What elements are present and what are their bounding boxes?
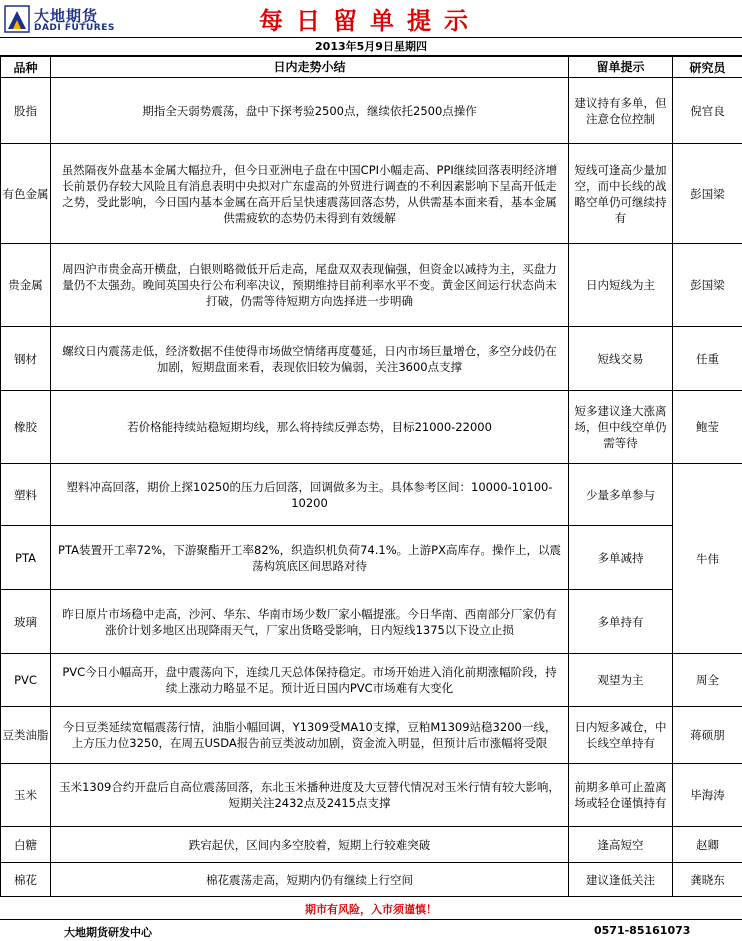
summary-cell: 今日豆类延续宽幅震荡行情，油脂小幅回调，Y1309受MA10支撑，豆粕M1309站稳3200一线，上方压力位3250，在周五USDA报告前豆类波动加剧，资金流入明显，但预计后市涨幅将受限 bbox=[51, 707, 569, 764]
summary-cell: 若价格能持续站稳短期均线，那么将持续反弹态势，目标21000-22000 bbox=[51, 391, 569, 464]
summary-cell: 期指全天弱势震荡，盘中下探考验2500点，继续依托2500点操作 bbox=[51, 78, 569, 144]
page-title: 每日留单提示 bbox=[259, 7, 481, 35]
variety-cell: 豆类油脂 bbox=[1, 707, 51, 764]
table-body bbox=[1, 78, 742, 897]
research-center: 大地期货研发中心 bbox=[64, 926, 152, 939]
summary-cell: 螺纹日内震荡走低，经济数据不佳使得市场做空情绪再度蔓延，日内市场巨量增仓，多空分歧仍在加剧，短期盘面来看，表现依旧较为偏弱，关注3600点支撑 bbox=[51, 327, 569, 391]
table-row bbox=[1, 391, 742, 464]
summary-cell: 虽然隔夜外盘基本金属大幅拉升，但今日亚洲电子盘在中国CPI小幅走高、PPI继续回落表明经济增长前景仍存较大风险且有消息表明中央拟对广东虚高的外贸进行调查的不利因素影响下呈高开低走之势，受此影响，今日国内基本金属在高开后呈快速震荡回落态势，从供需基本面来看，基本金属供需疲软的态势仍未得到有效缓解 bbox=[51, 144, 569, 244]
tip-cell: 建议持有多单，但注意仓位控制 bbox=[569, 78, 673, 144]
table-row bbox=[1, 327, 742, 391]
summary-cell: PTA装置开工率72%，下游聚酯开工率82%，织造织机负荷74.1%。上游PX高库存。操作上，以震荡构筑底区间思路对待 bbox=[51, 526, 569, 590]
report-date: 2013年5月9日星期四 bbox=[0, 38, 742, 56]
table-header-row bbox=[1, 57, 742, 78]
table-row bbox=[1, 764, 742, 827]
col-header-researcher: 研究员 bbox=[673, 57, 742, 78]
logo-en: DADI FUTURES bbox=[34, 23, 115, 33]
summary-cell: PVC今日小幅高开，盘中震荡向下，连续几天总体保持稳定。市场开始进入消化前期涨幅阶段，持续上涨动力略显不足。预计近日国内PVC市场难有大变化 bbox=[51, 654, 569, 707]
tip-cell: 日内短线为主 bbox=[569, 244, 673, 327]
variety-cell: 有色金属 bbox=[1, 144, 51, 244]
table-row bbox=[1, 526, 742, 590]
tip-cell: 逢高短空 bbox=[569, 827, 673, 863]
summary-cell: 玉米1309合约开盘后自高位震荡回落，东北玉米播种进度及大豆替代情况对玉米行情有较大影响，短期关注2432点及2415点支撑 bbox=[51, 764, 569, 827]
summary-cell: 昨日原片市场稳中走高，沙河、华东、华南市场少数厂家小幅提涨。今日华南、西南部分厂家仍有涨价计划多地区出现降雨天气，厂家出货略受影响，日内短线1375以下设立止损 bbox=[51, 590, 569, 654]
researcher-cell: 彭国梁 bbox=[673, 244, 742, 327]
tip-cell: 多单持有 bbox=[569, 590, 673, 654]
variety-cell: 股指 bbox=[1, 78, 51, 144]
researcher-cell: 周全 bbox=[673, 654, 742, 707]
table-row bbox=[1, 707, 742, 764]
researcher-cell: 蒋硕朋 bbox=[673, 707, 742, 764]
variety-cell: 钢材 bbox=[1, 327, 51, 391]
researcher-cell: 鲍莹 bbox=[673, 391, 742, 464]
table-row bbox=[1, 78, 742, 144]
researcher-cell: 任重 bbox=[673, 327, 742, 391]
table-row bbox=[1, 464, 742, 526]
variety-cell: PVC bbox=[1, 654, 51, 707]
tip-cell: 前期多单可止盈离场或轻仓谨慎持有 bbox=[569, 764, 673, 827]
summary-cell: 塑料冲高回落，期价上探10250的压力后回落，回调做多为主。具体参考区间：10000-10100-10200 bbox=[51, 464, 569, 526]
researcher-cell: 赵卿 bbox=[673, 827, 742, 863]
variety-cell: PTA bbox=[1, 526, 51, 590]
risk-warning: 期市有风险，入市须谨慎！ bbox=[0, 900, 742, 920]
researcher-cell: 牛伟 bbox=[673, 464, 742, 654]
logo-mark-icon bbox=[4, 5, 30, 33]
tip-cell: 短线交易 bbox=[569, 327, 673, 391]
logo-cn: 大地期货 bbox=[34, 7, 99, 25]
summary-cell: 棉花震荡走高，短期内仍有继续上行空间 bbox=[51, 863, 569, 897]
col-header-variety: 品种 bbox=[1, 57, 51, 78]
table-row bbox=[1, 827, 742, 863]
variety-cell: 白糖 bbox=[1, 827, 51, 863]
variety-cell: 塑料 bbox=[1, 464, 51, 526]
table-row bbox=[1, 144, 742, 244]
footer bbox=[0, 920, 742, 941]
variety-cell: 橡胶 bbox=[1, 391, 51, 464]
company-logo bbox=[2, 2, 130, 36]
table-row bbox=[1, 863, 742, 897]
phone-number: 0571-85161073 bbox=[594, 924, 691, 937]
researcher-cell: 毕海涛 bbox=[673, 764, 742, 827]
variety-cell: 玻璃 bbox=[1, 590, 51, 654]
tip-cell: 少量多单参与 bbox=[569, 464, 673, 526]
tip-cell: 短线可逢高少量加空，而中长线的战略空单仍可继续持有 bbox=[569, 144, 673, 244]
table-row bbox=[1, 244, 742, 327]
tip-cell: 观望为主 bbox=[569, 654, 673, 707]
tip-cell: 日内短多减仓，中长线空单持有 bbox=[569, 707, 673, 764]
researcher-cell: 彭国梁 bbox=[673, 144, 742, 244]
variety-cell: 玉米 bbox=[1, 764, 51, 827]
col-header-tip: 留单提示 bbox=[569, 57, 673, 78]
table-row bbox=[1, 590, 742, 654]
report-header bbox=[0, 0, 742, 38]
tip-cell: 短多建议逢大涨离场，但中线空单仍需等待 bbox=[569, 391, 673, 464]
tip-cell: 多单减持 bbox=[569, 526, 673, 590]
tips-table bbox=[0, 56, 742, 897]
summary-cell: 跌宕起伏，区间内多空胶着，短期上行较难突破 bbox=[51, 827, 569, 863]
variety-cell: 贵金属 bbox=[1, 244, 51, 327]
researcher-cell: 倪官良 bbox=[673, 78, 742, 144]
variety-cell: 棉花 bbox=[1, 863, 51, 897]
researcher-cell: 龚晓东 bbox=[673, 863, 742, 897]
tip-cell: 建议逢低关注 bbox=[569, 863, 673, 897]
summary-cell: 周四沪市贵金高开横盘，白银则略微低开后走高，尾盘双双表现偏强，但资金以减持为主，买盘力量仍不太强劲。晚间英国央行公布利率决议，预期维持目前利率水平不变。黄金区间运行状态尚未打破，仍需等待短期方向选择进一步明确 bbox=[51, 244, 569, 327]
col-header-summary: 日内走势小结 bbox=[51, 57, 569, 78]
table-row bbox=[1, 654, 742, 707]
